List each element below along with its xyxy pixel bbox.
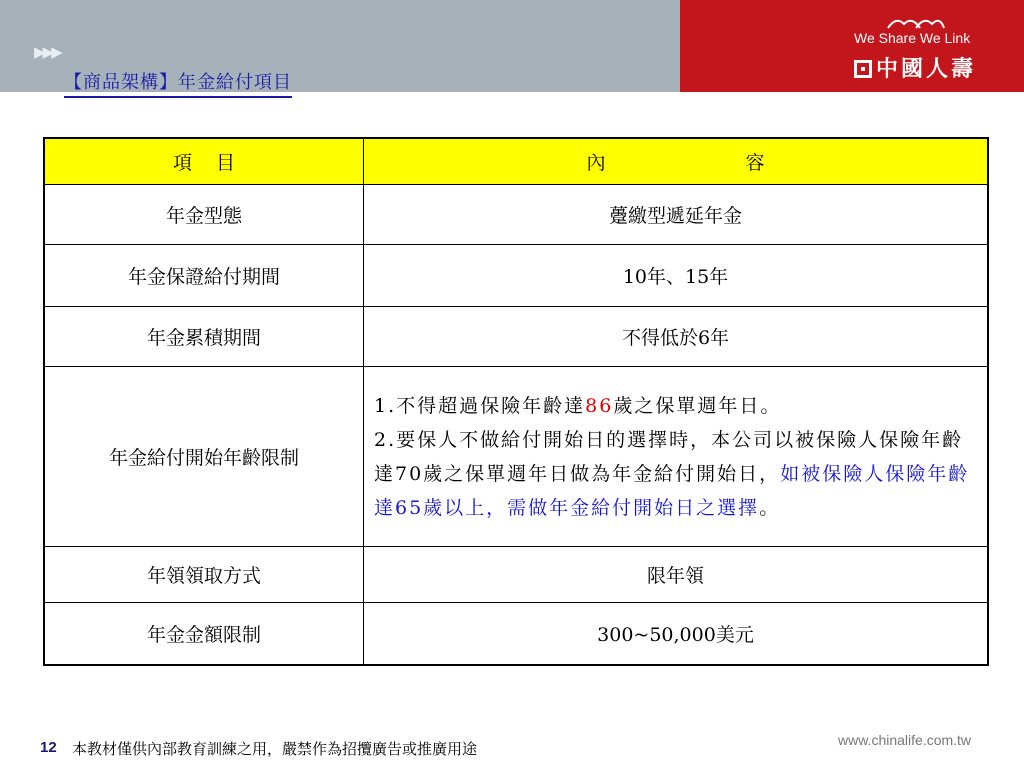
triple-arrow-icon: ▶▶▶ <box>34 43 60 61</box>
row-value: 不得低於6年 <box>364 307 989 367</box>
page-number: 12 <box>40 739 57 756</box>
brand-name: 中國人壽 <box>876 57 977 82</box>
company-logo <box>840 14 1010 84</box>
brand-mark-icon <box>854 60 872 78</box>
section-title: 【商品架構】年金給付項目 <box>64 68 292 98</box>
website-url[interactable]: www.chinalife.com.tw <box>838 732 972 748</box>
row-value: 300~50,000美元 <box>364 603 989 665</box>
header-content-char-2: 容 <box>745 152 765 174</box>
table-row <box>44 307 988 367</box>
row-value: 10年、15年 <box>364 245 989 307</box>
rule-1-text: 1.不得超過保險年齡達 <box>374 394 586 417</box>
header-content-char-1: 內 <box>586 152 606 174</box>
row-value-multiline <box>364 367 989 547</box>
header-item-char-1: 項 <box>172 152 192 174</box>
row-label: 年金保證給付期間 <box>44 245 364 307</box>
annuity-payout-table <box>43 137 989 666</box>
header-content <box>364 138 989 185</box>
logo-arcs-icon <box>886 14 946 30</box>
table-row <box>44 185 988 245</box>
header-item-char-2: 目 <box>216 152 236 174</box>
rule-2-text: 2.要保人不做給付開始日的選擇時，本公司以被保險人保險年齡達70歲之保單週年日做為年金給付開始日， <box>374 428 964 485</box>
rule-1-age: 86 <box>585 394 614 417</box>
table-row <box>44 245 988 307</box>
table-row <box>44 367 988 547</box>
logo-tagline: We Share We Link <box>854 30 971 46</box>
table-header-row <box>44 138 988 185</box>
table-row <box>44 547 988 603</box>
rule-2-highlight: 如被保險人保險年齡達65歲以上，需做年金給付開始日之選擇 <box>374 462 970 519</box>
table-row <box>44 603 988 665</box>
row-label: 年金型態 <box>44 185 364 245</box>
row-value: 限年領 <box>364 547 989 603</box>
row-label: 年領領取方式 <box>44 547 364 603</box>
usage-notice: 本教材僅供內部教育訓練之用，嚴禁作為招攬廣告或推廣用途 <box>72 740 478 758</box>
logo-brand <box>854 52 976 83</box>
rule-2-end: 。 <box>759 496 781 519</box>
rule-1-text-end: 歲之保單週年日。 <box>613 394 782 417</box>
rule-line-2 <box>374 423 977 525</box>
rule-line-1 <box>374 389 977 423</box>
header-item <box>44 138 364 185</box>
row-value: 躉繳型遞延年金 <box>364 185 989 245</box>
row-label: 年金累積期間 <box>44 307 364 367</box>
row-label: 年金給付開始年齡限制 <box>44 367 364 547</box>
row-label: 年金金額限制 <box>44 603 364 665</box>
